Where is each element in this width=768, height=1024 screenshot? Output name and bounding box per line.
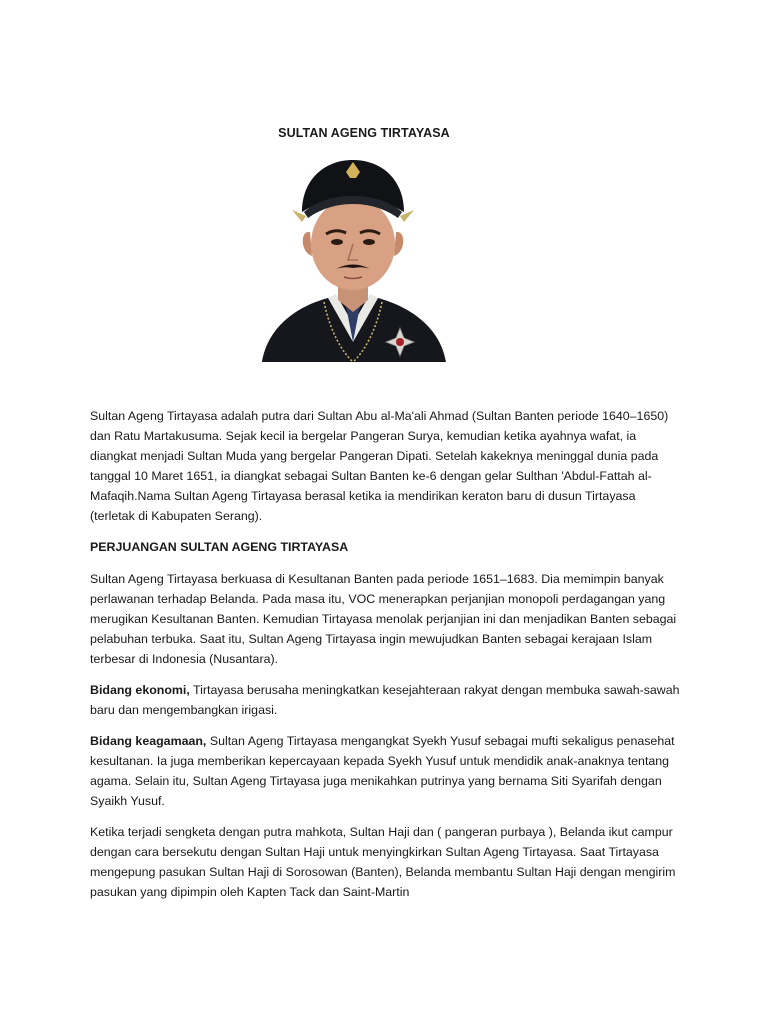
paragraph-intro: Sultan Ageng Tirtayasa adalah putra dari Sultan Abu al-Ma'ali Ahmad (Sultan Banten periode 1640–1650) dan Ratu Martakusuma. Sejak kecil ia bergelar Pangeran Surya, kemudian ketika ayahnya wafat, ia diangkat menjadi Sultan Muda yang bergelar Pangeran Dipati. Setelah kakeknya meninggal dunia pada tanggal 10 Maret 1651, ia diangkat sebagai Sultan Banten ke-6 dengan gelar Sulthan 'Abdul-Fattah al-Mafaqih.Nama Sultan Ageng Tirtayasa berasal ketika ia mendirikan keraton baru di dusun Tirtayasa (terletak di Kabupaten Serang).	[90, 409, 669, 523]
paragraph-reign: Sultan Ageng Tirtayasa berkuasa di Kesultanan Banten pada periode 1651–1683. Dia memimpin banyak perlawanan terhadap Belanda. Pada masa itu, VOC menerapkan perjanjian monopoli perdagangan yang merugikan Kesultanan Banten. Kemudian Tirtayasa menolak perjanjian ini dan menjadikan Banten sebagai pelabuhan terbuka. Saat itu, Sultan Ageng Tirtayasa ingin mewujudkan Banten sebagai kerajaan Islam terbesar di Indonesia (Nusantara).	[90, 572, 677, 666]
religion-label: Bidang keagamaan,	[90, 734, 207, 748]
page-title: SULTAN AGENG TIRTAYASA	[278, 126, 450, 140]
paragraph-economy	[90, 680, 680, 720]
article-body	[90, 406, 680, 913]
economy-text: Tirtayasa berusaha meningkatkan kesejahteraan rakyat dengan membuka sawah-sawah baru dan mengembangkan irigasi.	[90, 683, 680, 717]
religion-text: Sultan Ageng Tirtayasa mengangkat Syekh Yusuf sebagai mufti sekaligus penasehat kesultanan. Ia juga memberikan kepercayaan kepada Syekh Yusuf untuk mendidik anak-anaknya tentang agama. Selain itu, Sultan Ageng Tirtayasa juga menikahkan putrinya yang bernama Siti Syarifah dengan Syaikh Yusuf.	[90, 734, 675, 808]
section-heading: PERJUANGAN SULTAN AGENG TIRTAYASA	[90, 540, 349, 554]
paragraph-dispute: Ketika terjadi sengketa dengan putra mahkota, Sultan Haji dan ( pangeran purbaya ), Belanda ikut campur dengan cara bersekutu dengan Sultan Haji untuk menyingkirkan Sultan Ageng Tirtayasa. Saat Tirtayasa mengepung pasukan Sultan Haji di Sorosowan (Banten), Belanda membantu Sultan Haji dengan mengirim pasukan yang dipimpin oleh Kapten Tack dan Saint-Martin	[90, 825, 676, 899]
economy-label: Bidang ekonomi,	[90, 683, 190, 697]
sultan-portrait-icon	[258, 156, 448, 364]
paragraph-religion	[90, 731, 680, 811]
